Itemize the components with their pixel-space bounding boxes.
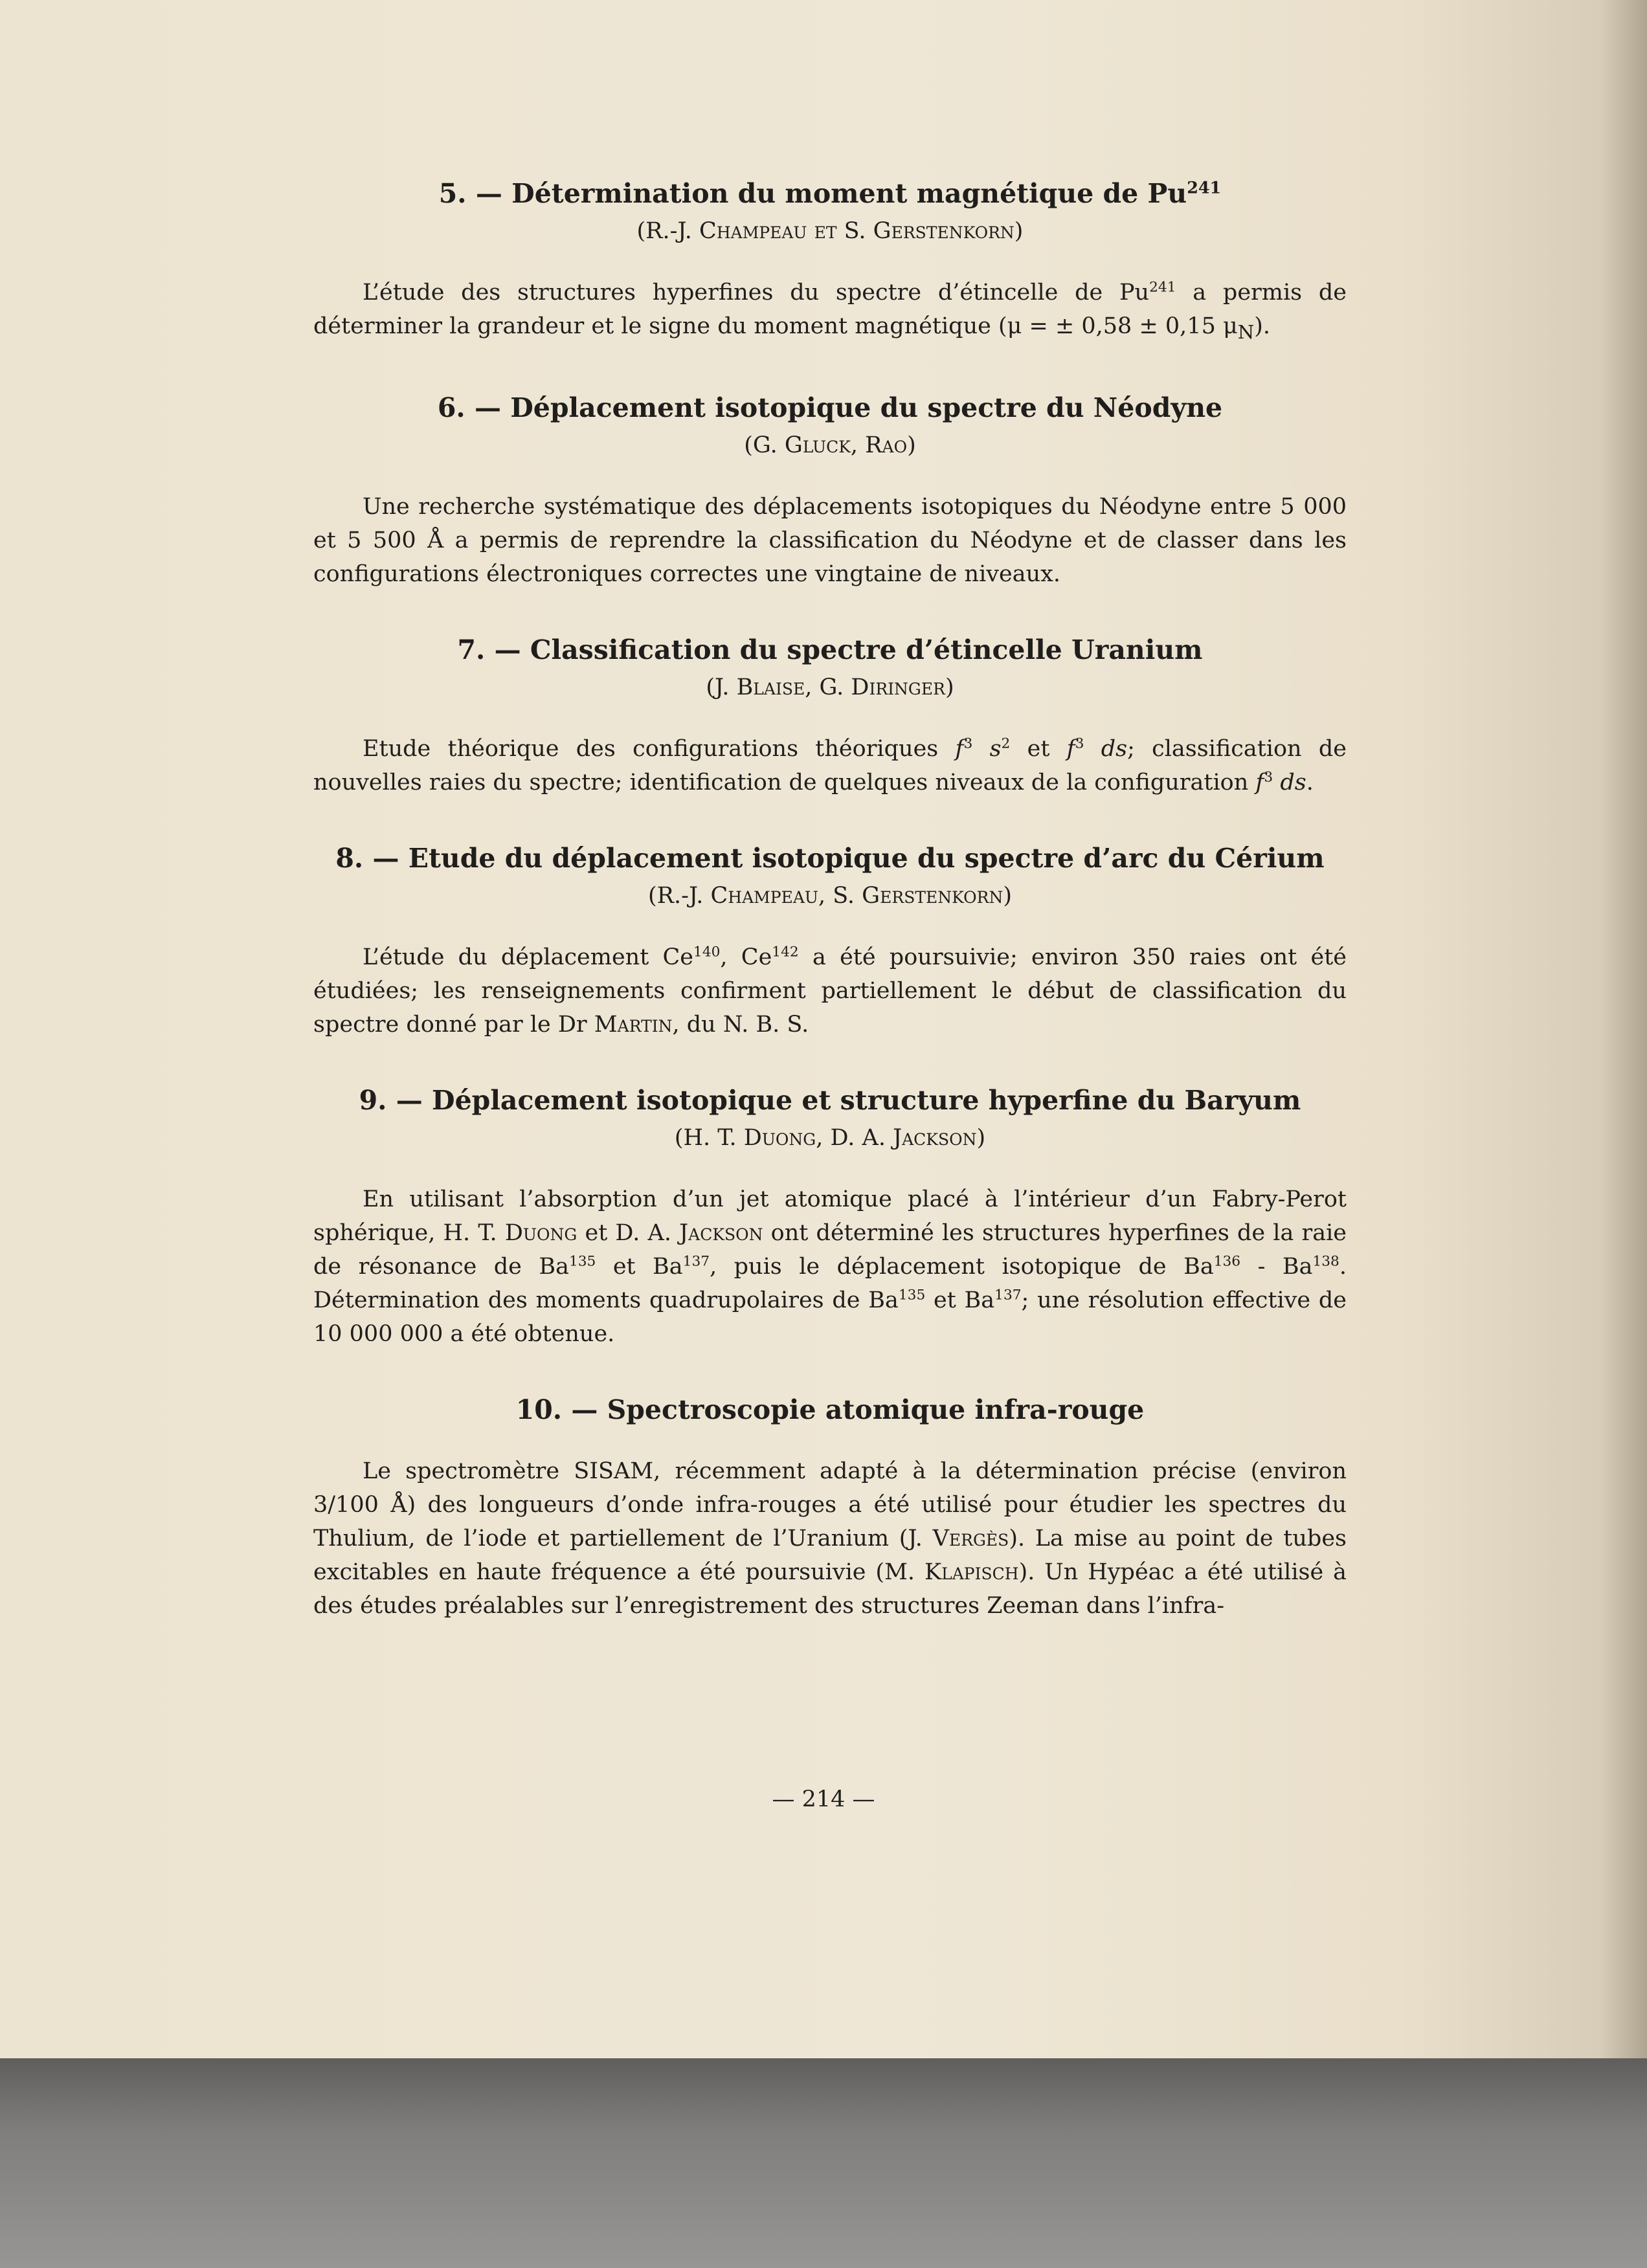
section-10-paragraph: Le spectromètre SISAM, récemment adapté à la détermination précise (environ 3/100 Å) des longueurs d’onde infra-rouges a été utilisé pour étudier les spectres du Thulium, de l’iode et partiellement de l’Uranium (J. Vergès). La mise au point de tubes excitables en haute fréquence a été poursuivie (M. Klapisch). Un Hypéac a été utilisé à des études préalables sur l’enregistrement des structures Zeeman dans l’infra- xyxy=(313,1458,1347,1619)
section-8-paragraph: L’étude du déplacement Ce$^{140}$, Ce$^{142}$ a été poursuivie; environ 350 raies ont été étudiées; les renseignements confirment partiellement le début de classification du spectre donné par le Dr Martin, du N. B. S. xyxy=(313,944,1347,1038)
section-5-paragraph: L’étude des structures hyperfines du spectre d’étincelle de Pu$^{241}$ a permis de déterminer la grandeur et le signe du moment magnétique (μ = ± 0,58 ± 0,15 $\mu_N$). xyxy=(313,279,1347,343)
section-9 xyxy=(313,1082,1347,1351)
section-9-paragraph: En utilisant l’absorption d’un jet atomique placé à l’intérieur d’un Fabry-Perot sphérique, H. T. Duong et D. A. Jackson ont déterminé les structures hyperfines de la raie de résonance de Ba$^{135}$ et Ba$^{137}$, puis le déplacement isotopique de Ba$^{136}$ - Ba$^{138}$. Détermination des moments quadrupolaires de Ba$^{135}$ et Ba$^{137}$; une résolution effective de 10 000 000 a été obtenue. xyxy=(313,1186,1347,1347)
section-10-title: 10. — Spectroscopie atomique infra-rouge xyxy=(515,1394,1145,1425)
section-8-authors: (R.-J. Champeau, S. Gerstenkorn) xyxy=(648,883,1012,909)
section-7-paragraph: Etude théorique des configurations théoriques $f^3$ $s^2$ et $f^3$ ds; classification de nouvelles raies du spectre; identification de quelques niveaux de la configuration $f^3$ ds. xyxy=(313,735,1347,795)
document-body xyxy=(313,175,1347,1623)
section-7 xyxy=(313,631,1347,799)
section-8-title: 8. — Etude du déplacement isotopique du spectre d’arc du Cérium xyxy=(335,843,1325,874)
section-5 xyxy=(313,175,1347,349)
section-6-paragraph: Une recherche systématique des déplacements isotopiques du Néodyne entre 5 000 et 5 500 Å a permis de reprendre la classification du Néodyne et de classer dans les configurations électroniques correctes une vingtaine de niveaux. xyxy=(313,494,1347,587)
section-5-title: 5. — Détermination du moment magnétique de Pu$^{241}$ xyxy=(438,177,1222,209)
section-9-authors: (H. T. Duong, D. A. Jackson) xyxy=(674,1125,986,1151)
section-7-title: 7. — Classification du spectre d’étincelle Uranium xyxy=(457,634,1203,665)
section-10 xyxy=(313,1391,1347,1623)
section-9-title: 9. — Déplacement isotopique et structure hyperfine du Baryum xyxy=(359,1085,1301,1116)
page-number: — 214 — xyxy=(772,1786,875,1812)
section-5-authors: (R.-J. Champeau et S. Gerstenkorn) xyxy=(636,218,1024,244)
section-6-authors: (G. Gluck, Rao) xyxy=(744,432,916,458)
section-7-authors: (J. Blaise, G. Diringer) xyxy=(706,674,954,700)
section-8 xyxy=(313,839,1347,1041)
scanner-background xyxy=(0,2058,1647,2268)
section-6-title: 6. — Déplacement isotopique du spectre du Néodyne xyxy=(437,392,1223,423)
section-6 xyxy=(313,389,1347,591)
